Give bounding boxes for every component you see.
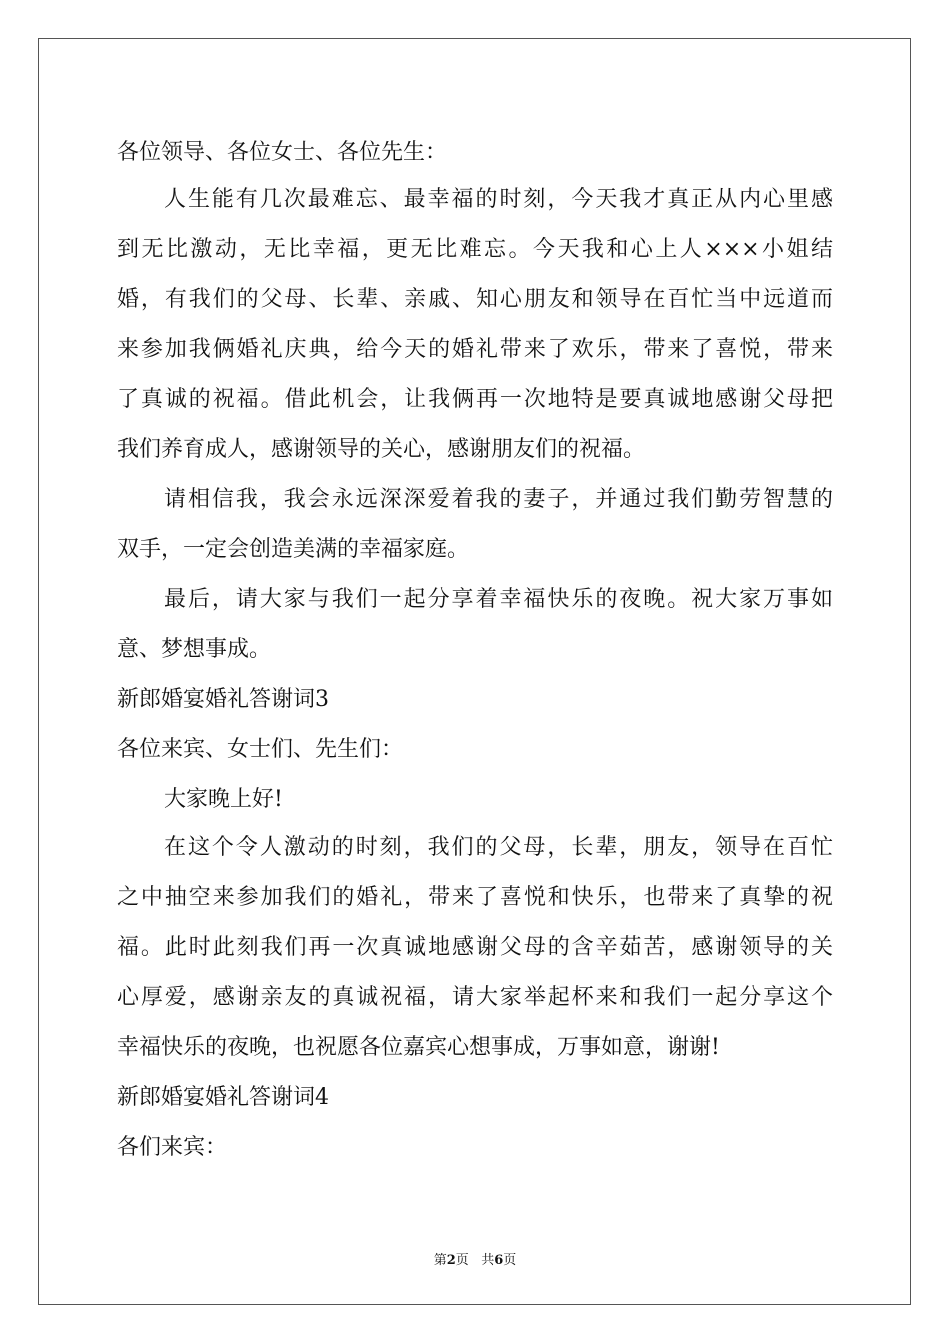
salutation: 各们来宾： [117,1135,228,1160]
page-footer [0,1249,950,1268]
paragraph-line: 来参加我俩婚礼庆典，给今天的婚礼带来了欢乐，带来了喜悦，带来 [117,337,833,362]
page-border [38,38,911,1305]
total-page-count: 6 [494,1253,504,1268]
paragraph-line: 心厚爱，感谢亲友的真诚祝福，请大家举起杯来和我们一起分享这个 [117,985,833,1010]
paragraph-line: 在这个令人激动的时刻，我们的父母，长辈，朋友，领导在百忙 [164,835,833,860]
footer-page-suffix: 页 [455,1253,469,1268]
paragraph-line: 意、梦想事成。 [117,637,272,662]
greeting: 大家晚上好! [164,787,283,812]
paragraph-line: 之中抽空来参加我们的婚礼，带来了喜悦和快乐，也带来了真挚的祝 [117,885,833,910]
paragraph-line: 了真诚的祝福。借此机会，让我俩再一次地特是要真诚地感谢父母把 [117,387,833,412]
paragraph-line: 我们养育成人，感谢领导的关心，感谢朋友们的祝福。 [117,437,646,462]
salutation: 各位来宾、女士们、先生们： [117,737,404,762]
paragraph-line: 福。此时此刻我们再一次真诚地感谢父母的含辛茹苦，感谢领导的关 [117,935,833,960]
paragraph-line: 人生能有几次最难忘、最幸福的时刻，今天我才真正从内心里感 [164,187,833,212]
current-page-number: 2 [446,1253,456,1268]
paragraph-line: 最后，请大家与我们一起分享着幸福快乐的夜晚。祝大家万事如 [164,587,833,612]
salutation: 各位领导、各位女士、各位先生： [117,140,448,165]
paragraph-line: 双手，一定会创造美满的幸福家庭。 [117,537,470,562]
footer-total-prefix: 共 [481,1253,495,1268]
paragraph-line: 到无比激动，无比幸福，更无比难忘。今天我和心上人×××小姐结 [117,237,833,262]
paragraph-line: 请相信我，我会永远深深爱着我的妻子，并通过我们勤劳智慧的 [164,487,833,512]
paragraph-line: 幸福快乐的夜晚，也祝愿各位嘉宾心想事成，万事如意，谢谢! [117,1035,720,1060]
paragraph-line: 婚，有我们的父母、长辈、亲戚、知心朋友和领导在百忙当中远道而 [117,287,833,312]
section-heading: 新郎婚宴婚礼答谢词3 [117,687,329,712]
footer-prefix: 第 [433,1253,447,1268]
footer-total-suffix: 页 [503,1253,517,1268]
section-heading: 新郎婚宴婚礼答谢词4 [117,1085,329,1110]
